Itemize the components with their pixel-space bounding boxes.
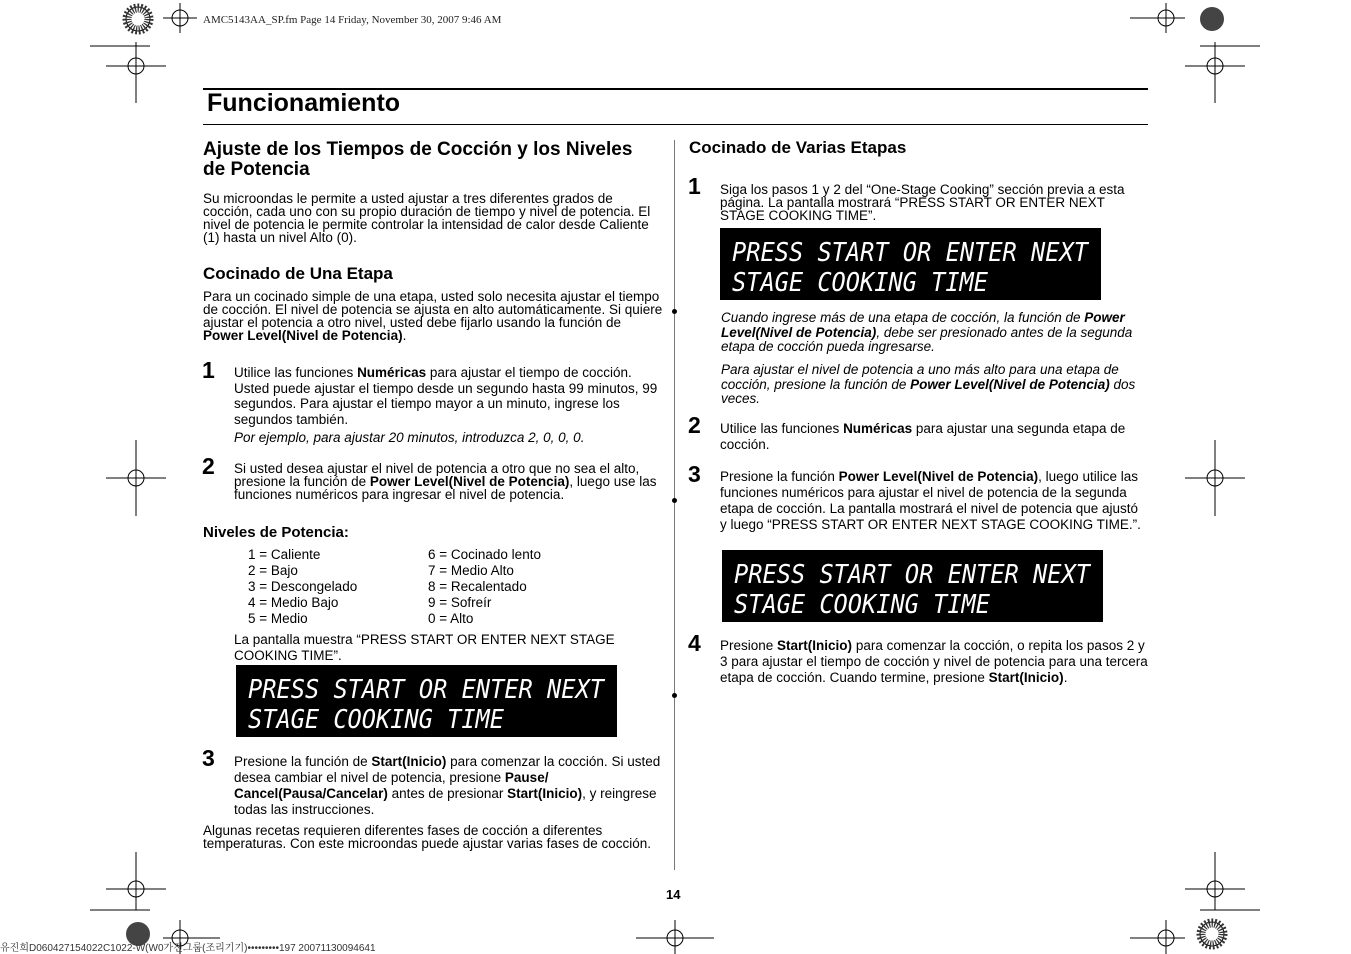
power-level: 8 = Recalentado bbox=[428, 579, 527, 594]
sub-heading-multi-stage: Cocinado de Varias Etapas bbox=[689, 138, 907, 157]
step-number: 3 bbox=[202, 745, 215, 771]
sub-heading-one-stage: Cocinado de Una Etapa bbox=[203, 264, 393, 283]
text: , luego utilice las funciones numéricos para ajustar el nivel de potencia de la segunda etapa de cocción. La pantalla mostrará el nivel de potencia que ajustó y luego “PRESS START OR ENTER NEXT STAGE COOKING TIME.”. bbox=[720, 469, 1141, 532]
text: , y reingrese todas las instrucciones. bbox=[234, 786, 657, 817]
power-level: 2 = Bajo bbox=[248, 563, 298, 578]
text: Para ajustar el nivel de potencia a uno más alto para una etapa de cocción, presione la función de bbox=[721, 362, 1119, 392]
power-level-row bbox=[248, 579, 541, 595]
step-number: 1 bbox=[202, 357, 215, 383]
text-bold: Power Level(Nivel de Potencia) bbox=[721, 310, 1125, 340]
one-stage-intro bbox=[203, 290, 663, 342]
italic-note bbox=[721, 311, 1149, 355]
text-bold: Power Level(Nivel de Potencia) bbox=[369, 474, 570, 489]
text: Si usted desea ajustar el nivel de potencia a otro que no sea el alto, presione la función de bbox=[234, 461, 640, 489]
lcd-display bbox=[722, 550, 1103, 622]
power-level: 6 = Cocinado lento bbox=[428, 547, 541, 562]
step-number: 2 bbox=[202, 453, 215, 479]
step-text bbox=[720, 421, 1148, 453]
step-number: 2 bbox=[688, 412, 701, 438]
intro-paragraph: Su microondas le permite a usted ajustar a tres diferentes grados de cocción, cada uno con su propio duración de tiempo y nivel de potencia. El nivel de potencia le permite controlar la intensidad de calor desde Caliente (1) hasta un nivel Alto (0). bbox=[203, 191, 651, 245]
text: antes de presionar bbox=[387, 786, 508, 801]
lcd-line-1: PRESS START OR ENTER NEXT bbox=[734, 560, 1092, 590]
text: para comenzar la cocción. Si usted desea cambiar el nivel de potencia, presione bbox=[234, 754, 661, 785]
power-level-row bbox=[248, 611, 541, 627]
power-level-row bbox=[248, 563, 541, 579]
step-text bbox=[234, 754, 662, 818]
text-bold: Power Level(Nivel de Potencia) bbox=[203, 328, 403, 343]
text: para ajustar una segunda etapa de cocción. bbox=[720, 421, 1126, 452]
page-title: Funcionamiento bbox=[207, 89, 401, 117]
bullet-dot-icon bbox=[672, 309, 677, 314]
step-text bbox=[720, 469, 1148, 533]
print-footer: 유진희D060427154022C1022-W(W0가전그룹(조리기기)•••••••••197 20071130094641 bbox=[0, 943, 376, 954]
text-bold: Power Level(Nivel de Potencia) bbox=[838, 469, 1039, 484]
step-number: 4 bbox=[688, 630, 701, 656]
text: . bbox=[1063, 670, 1068, 685]
bullet-dot-icon bbox=[672, 498, 677, 503]
step-text bbox=[234, 462, 662, 501]
step-text: Siga los pasos 1 y 2 del “One-Stage Cooking” sección previa a esta página. La pantalla mostrará “PRESS START OR ENTER NEXT STAGE COOKING TIME”. bbox=[720, 182, 1125, 223]
page-number: 14 bbox=[666, 887, 681, 902]
power-level-row bbox=[248, 547, 541, 563]
text: , luego use las funciones numéricos para ingresar el nivel de potencia. bbox=[234, 474, 657, 502]
text: Presione la función de bbox=[234, 754, 372, 769]
text: para comenzar la cocción, o repita los pasos 2 y 3 para ajustar el tiempo de cocción y nivel de potencia para una tercera etapa de cocción. Cuando termine, presione bbox=[720, 638, 1148, 685]
text: dos veces. bbox=[721, 376, 1136, 406]
power-levels-heading: Niveles de Potencia: bbox=[203, 524, 349, 541]
text-bold: Power Level(Nivel de Potencia) bbox=[910, 376, 1110, 392]
text-bold: Pause/ Cancel(Pausa/Cancelar) bbox=[234, 770, 549, 801]
display-note: La pantalla muestra “PRESS START OR ENTER NEXT STAGE COOKING TIME”. bbox=[234, 632, 615, 663]
lcd-line-2: STAGE COOKING TIME bbox=[248, 705, 505, 735]
power-level: 5 = Medio bbox=[248, 611, 308, 626]
italic-note bbox=[721, 363, 1149, 407]
text: Presione la función bbox=[720, 469, 839, 484]
bullet-dot-icon bbox=[672, 693, 677, 698]
power-level: 1 = Caliente bbox=[248, 547, 321, 562]
text-bold: Start(Inicio) bbox=[777, 638, 853, 653]
lcd-line-2: STAGE COOKING TIME bbox=[732, 268, 989, 298]
step-number: 3 bbox=[688, 461, 701, 487]
text: Para un cocinado simple de una etapa, usted solo necesita ajustar el tiempo de cocción. El nivel de potencia se ajusta en alto automáticamente. Si quiere ajustar el potencia a otro nivel, usted debe fijarlo usando la función de bbox=[203, 289, 663, 330]
power-level-row bbox=[248, 595, 541, 611]
step-number: 1 bbox=[688, 173, 701, 199]
text: Utilice las funciones bbox=[720, 421, 844, 436]
text: Cuando ingrese más de una etapa de cocción, la función de bbox=[721, 310, 1085, 325]
lcd-display bbox=[720, 228, 1101, 300]
title-rule-bottom bbox=[203, 124, 1148, 125]
step-text bbox=[234, 365, 662, 427]
text: Utilice las funciones bbox=[234, 365, 358, 380]
text: , debe ser presionado antes de la segunda etapa de cocción pueda ingresarse. bbox=[721, 324, 1133, 354]
print-file-header: AMC5143AA_SP.fm Page 14 Friday, November 30, 2007 9:46 AM bbox=[203, 14, 502, 26]
text-bold: Start(Inicio) bbox=[371, 754, 447, 769]
text-bold: Start(Inicio) bbox=[507, 786, 583, 801]
power-level: 9 = Sofreír bbox=[428, 595, 492, 610]
example-note: Por ejemplo, para ajustar 20 minutos, introduzca 2, 0, 0, 0. bbox=[234, 430, 585, 445]
section-heading: Ajuste de los Tiempos de Cocción y los Niveles de Potencia bbox=[203, 139, 633, 180]
power-level: 7 = Medio Alto bbox=[428, 563, 514, 578]
text: Presione bbox=[720, 638, 778, 653]
power-levels-table bbox=[248, 547, 541, 627]
lcd-display bbox=[236, 665, 617, 737]
lcd-line-1: PRESS START OR ENTER NEXT bbox=[248, 675, 606, 705]
step-text bbox=[720, 638, 1148, 686]
closing-paragraph: Algunas recetas requieren diferentes fases de cocción a diferentes temperaturas. Con este microondas puede ajustar varias fases de cocción. bbox=[203, 823, 651, 851]
text: . bbox=[402, 328, 407, 343]
text: para ajustar el tiempo de cocción. Usted puede ajustar el tiempo desde un segundo hasta 99 minutos, 99 segundos. Para ajustar el tiempo mayor a un minuto, ingrese los segundos también. bbox=[234, 365, 658, 427]
power-level: 0 = Alto bbox=[428, 611, 474, 626]
column-divider bbox=[674, 140, 675, 870]
text-bold: Start(Inicio) bbox=[988, 670, 1064, 685]
text-bold: Numéricas bbox=[357, 365, 427, 380]
power-level: 3 = Descongelado bbox=[248, 579, 358, 594]
power-level: 4 = Medio Bajo bbox=[248, 595, 339, 610]
lcd-line-1: PRESS START OR ENTER NEXT bbox=[732, 238, 1090, 268]
lcd-line-2: STAGE COOKING TIME bbox=[734, 590, 991, 620]
text-bold: Numéricas bbox=[843, 421, 913, 436]
